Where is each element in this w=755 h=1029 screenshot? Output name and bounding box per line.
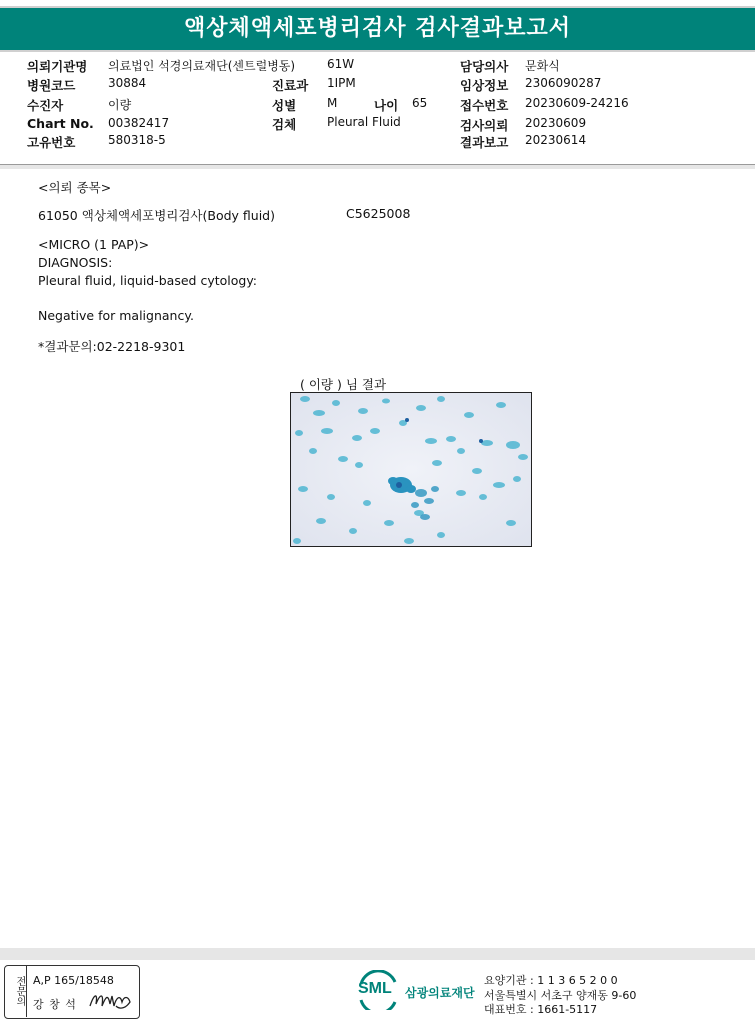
contact-line: *결과문의:02-2218-9301 — [38, 339, 186, 354]
header-value-age: 65 — [412, 96, 428, 110]
header-value-report-date: 20230614 — [525, 133, 587, 147]
header-value-receipt-no: 20230609-24216 — [525, 96, 629, 110]
order-heading: <의뢰 종목> — [38, 180, 112, 195]
header-label-patient: 수진자 — [27, 98, 64, 113]
header-value-patient: 이량 — [108, 98, 132, 112]
doctor-name: 강 창 석 — [33, 998, 77, 1011]
footer-band — [0, 948, 755, 960]
diagnosis-line: Pleural fluid, liquid-based cytology: — [38, 273, 258, 288]
image-caption: ( 이량 ) 님 결과 — [300, 377, 387, 392]
phone: 대표번호 : 1661-5117 — [484, 1003, 598, 1016]
header-value-chart-no: 00382417 — [108, 116, 170, 130]
org-code: 요양기관 : 1 1 3 6 5 2 0 0 — [484, 974, 618, 987]
header-divider-shadow — [0, 165, 755, 169]
header-value-ward: 61W — [327, 57, 355, 71]
header-label-hospital-code: 병원코드 — [27, 78, 76, 93]
header-value-sex: M — [327, 96, 338, 110]
diagnosis-label: DIAGNOSIS: — [38, 255, 113, 270]
header-label-age: 나이 — [374, 98, 399, 113]
doctor-signature — [88, 988, 134, 1012]
address: 서울특별시 서초구 양재동 9-60 — [484, 989, 637, 1002]
header-value-request-date: 20230609 — [525, 116, 587, 130]
header-label-report-date: 결과보고 — [460, 135, 509, 150]
header-label-clinical-info: 임상정보 — [460, 78, 509, 93]
micro-heading: <MICRO (1 PAP)> — [38, 237, 150, 252]
header-label-unique-no: 고유번호 — [27, 135, 76, 150]
header-label-department: 진료과 — [272, 78, 309, 93]
header-label-sex: 성별 — [272, 98, 297, 113]
signature-role-label: 전문의 — [4, 965, 27, 1017]
microscopy-image — [290, 392, 532, 547]
foundation-name: 삼광의료재단 — [405, 986, 475, 1000]
header-value-specimen: Pleural Fluid — [327, 115, 401, 129]
header-label-specimen: 검체 — [272, 117, 297, 132]
report-title: 액상체액세포병리검사 검사결과보고서 — [0, 6, 755, 52]
order-line: 61050 액상체액세포병리검사(Body fluid) — [38, 208, 275, 223]
header-value-clinical-info: 2306090287 — [525, 76, 602, 90]
logo-text: SML — [358, 980, 392, 997]
header-value-department: 1IPM — [327, 76, 356, 90]
header-label-chart-no: Chart No. — [27, 116, 94, 131]
header-label-institution: 의뢰기관명 — [27, 59, 88, 74]
header-value-hospital-code: 30884 — [108, 76, 147, 90]
order-code: C5625008 — [346, 206, 411, 221]
header-value-doctor: 문화식 — [525, 59, 560, 73]
pathology-number: A,P 165/18548 — [33, 974, 114, 987]
header-value-unique-no: 580318-5 — [108, 133, 166, 147]
header-label-receipt-no: 접수번호 — [460, 98, 509, 113]
header-label-request-date: 검사의뢰 — [460, 118, 509, 133]
header-label-doctor: 담당의사 — [460, 59, 509, 74]
diagnosis-result: Negative for malignancy. — [38, 308, 194, 323]
header-value-institution: 의료법인 석경의료재단(센트럴병동) — [108, 59, 296, 73]
